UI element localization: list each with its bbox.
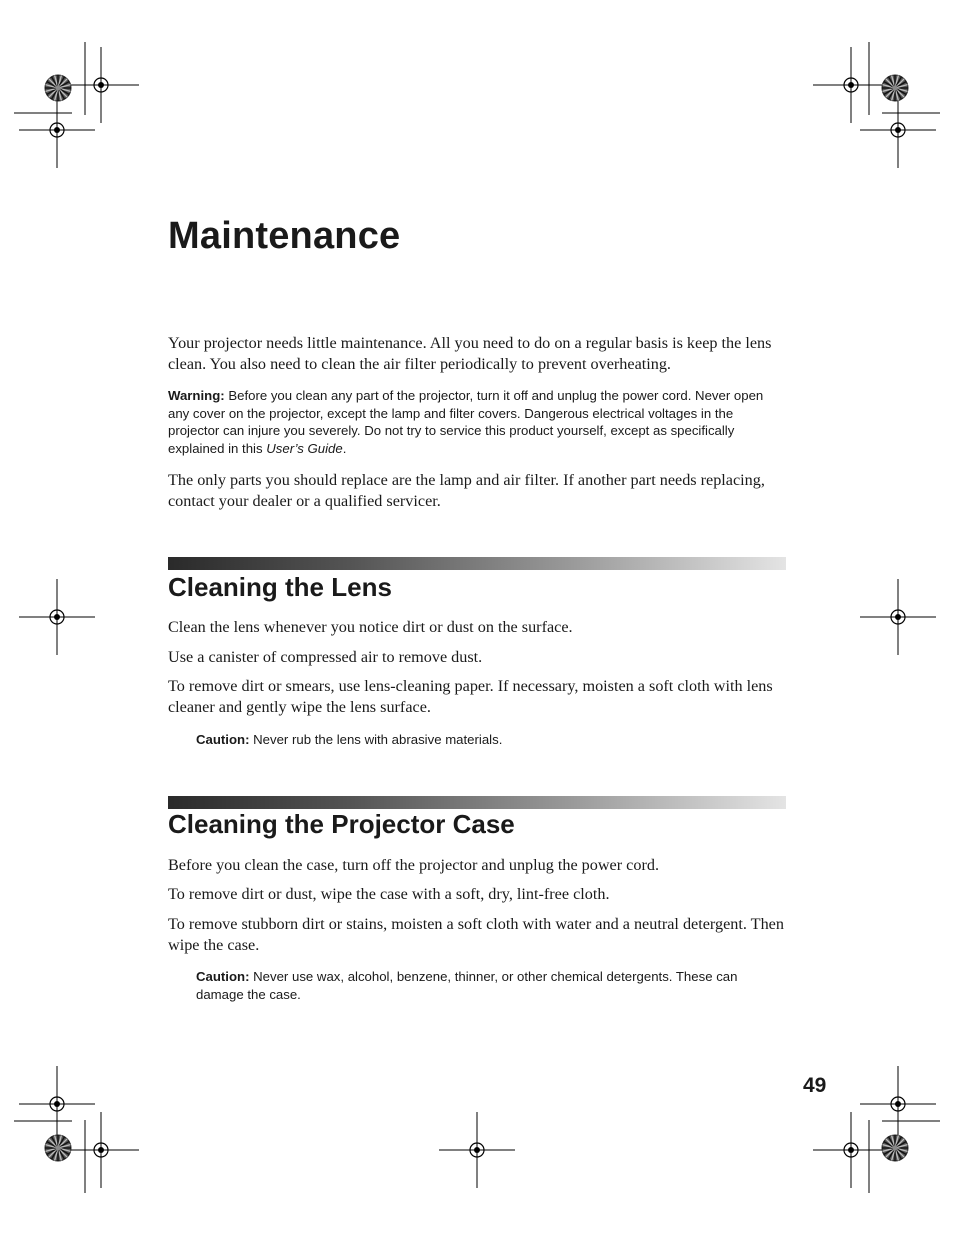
rosette-center	[893, 86, 898, 91]
registration-target-dot	[848, 82, 854, 88]
warning-label: Warning:	[168, 388, 225, 403]
lens-caution-label: Caution:	[196, 732, 250, 747]
warning-note	[168, 387, 768, 457]
registration-target-dot	[848, 1147, 854, 1153]
warning-end: .	[342, 440, 347, 456]
lens-paragraph-3: To remove dirt or smears, use lens-cleaning paper. If necessary, moisten a soft cloth with lens cleaner and gently wipe the lens surface.	[168, 677, 773, 716]
registration-target-dot	[98, 1147, 104, 1153]
registration-target-dot	[54, 127, 60, 133]
page-number: 49	[803, 1074, 827, 1097]
case-caution-text: Never use wax, alcohol, benzene, thinner, or other chemical detergents. These can damage the case.	[196, 969, 738, 1002]
lens-paragraph-1: Clean the lens whenever you notice dirt or dust on the surface.	[168, 618, 573, 636]
lens-caution-text: Never rub the lens with abrasive materials.	[249, 732, 503, 747]
rosette-center	[893, 1146, 898, 1151]
case-paragraph-1: Before you clean the case, turn off the projector and unplug the power cord.	[168, 856, 659, 874]
users-guide-ref: User’s Guide	[266, 440, 343, 456]
registration-target-dot	[54, 1101, 60, 1107]
heading-cleaning-case: Cleaning the Projector Case	[168, 809, 515, 839]
registration-target-dot	[54, 614, 60, 620]
lens-caution	[196, 731, 776, 749]
case-paragraph-2: To remove dirt or dust, wipe the case with a soft, dry, lint-free cloth.	[168, 885, 610, 903]
rosette-center	[56, 1146, 61, 1151]
registration-target-dot	[895, 1101, 901, 1107]
case-paragraph-3: To remove stubborn dirt or stains, moisten a soft cloth with water and a neutral detergent. Then wipe the case.	[168, 915, 784, 954]
section-divider-lens	[168, 557, 786, 570]
case-caution	[196, 968, 756, 1003]
page-title: Maintenance	[168, 215, 401, 257]
heading-cleaning-lens: Cleaning the Lens	[168, 572, 392, 602]
intro-paragraph: Your projector needs little maintenance. All you need to do on a regular basis is keep the lens clean. You also need to clean the air filter periodically to prevent overheating.	[168, 334, 772, 373]
lens-paragraph-2: Use a canister of compressed air to remove dust.	[168, 648, 483, 666]
replace-parts-paragraph: The only parts you should replace are the lamp and air filter. If another part needs replacing, contact your dealer or a qualified servicer.	[168, 471, 765, 510]
registration-target-dot	[895, 127, 901, 133]
warning-text: Before you clean any part of the projector, turn it off and unplug the power cord. Never open any cover on the projector, except the lamp and filter covers. Dangerous electrical voltages in the projector can injure you severely. Do not try to service this product yourself, except as specifically explained in this	[168, 388, 764, 456]
registration-target-dot	[474, 1147, 480, 1153]
case-caution-label: Caution:	[196, 969, 250, 984]
rosette-center	[56, 86, 61, 91]
registration-target-dot	[895, 614, 901, 620]
registration-target-dot	[98, 82, 104, 88]
